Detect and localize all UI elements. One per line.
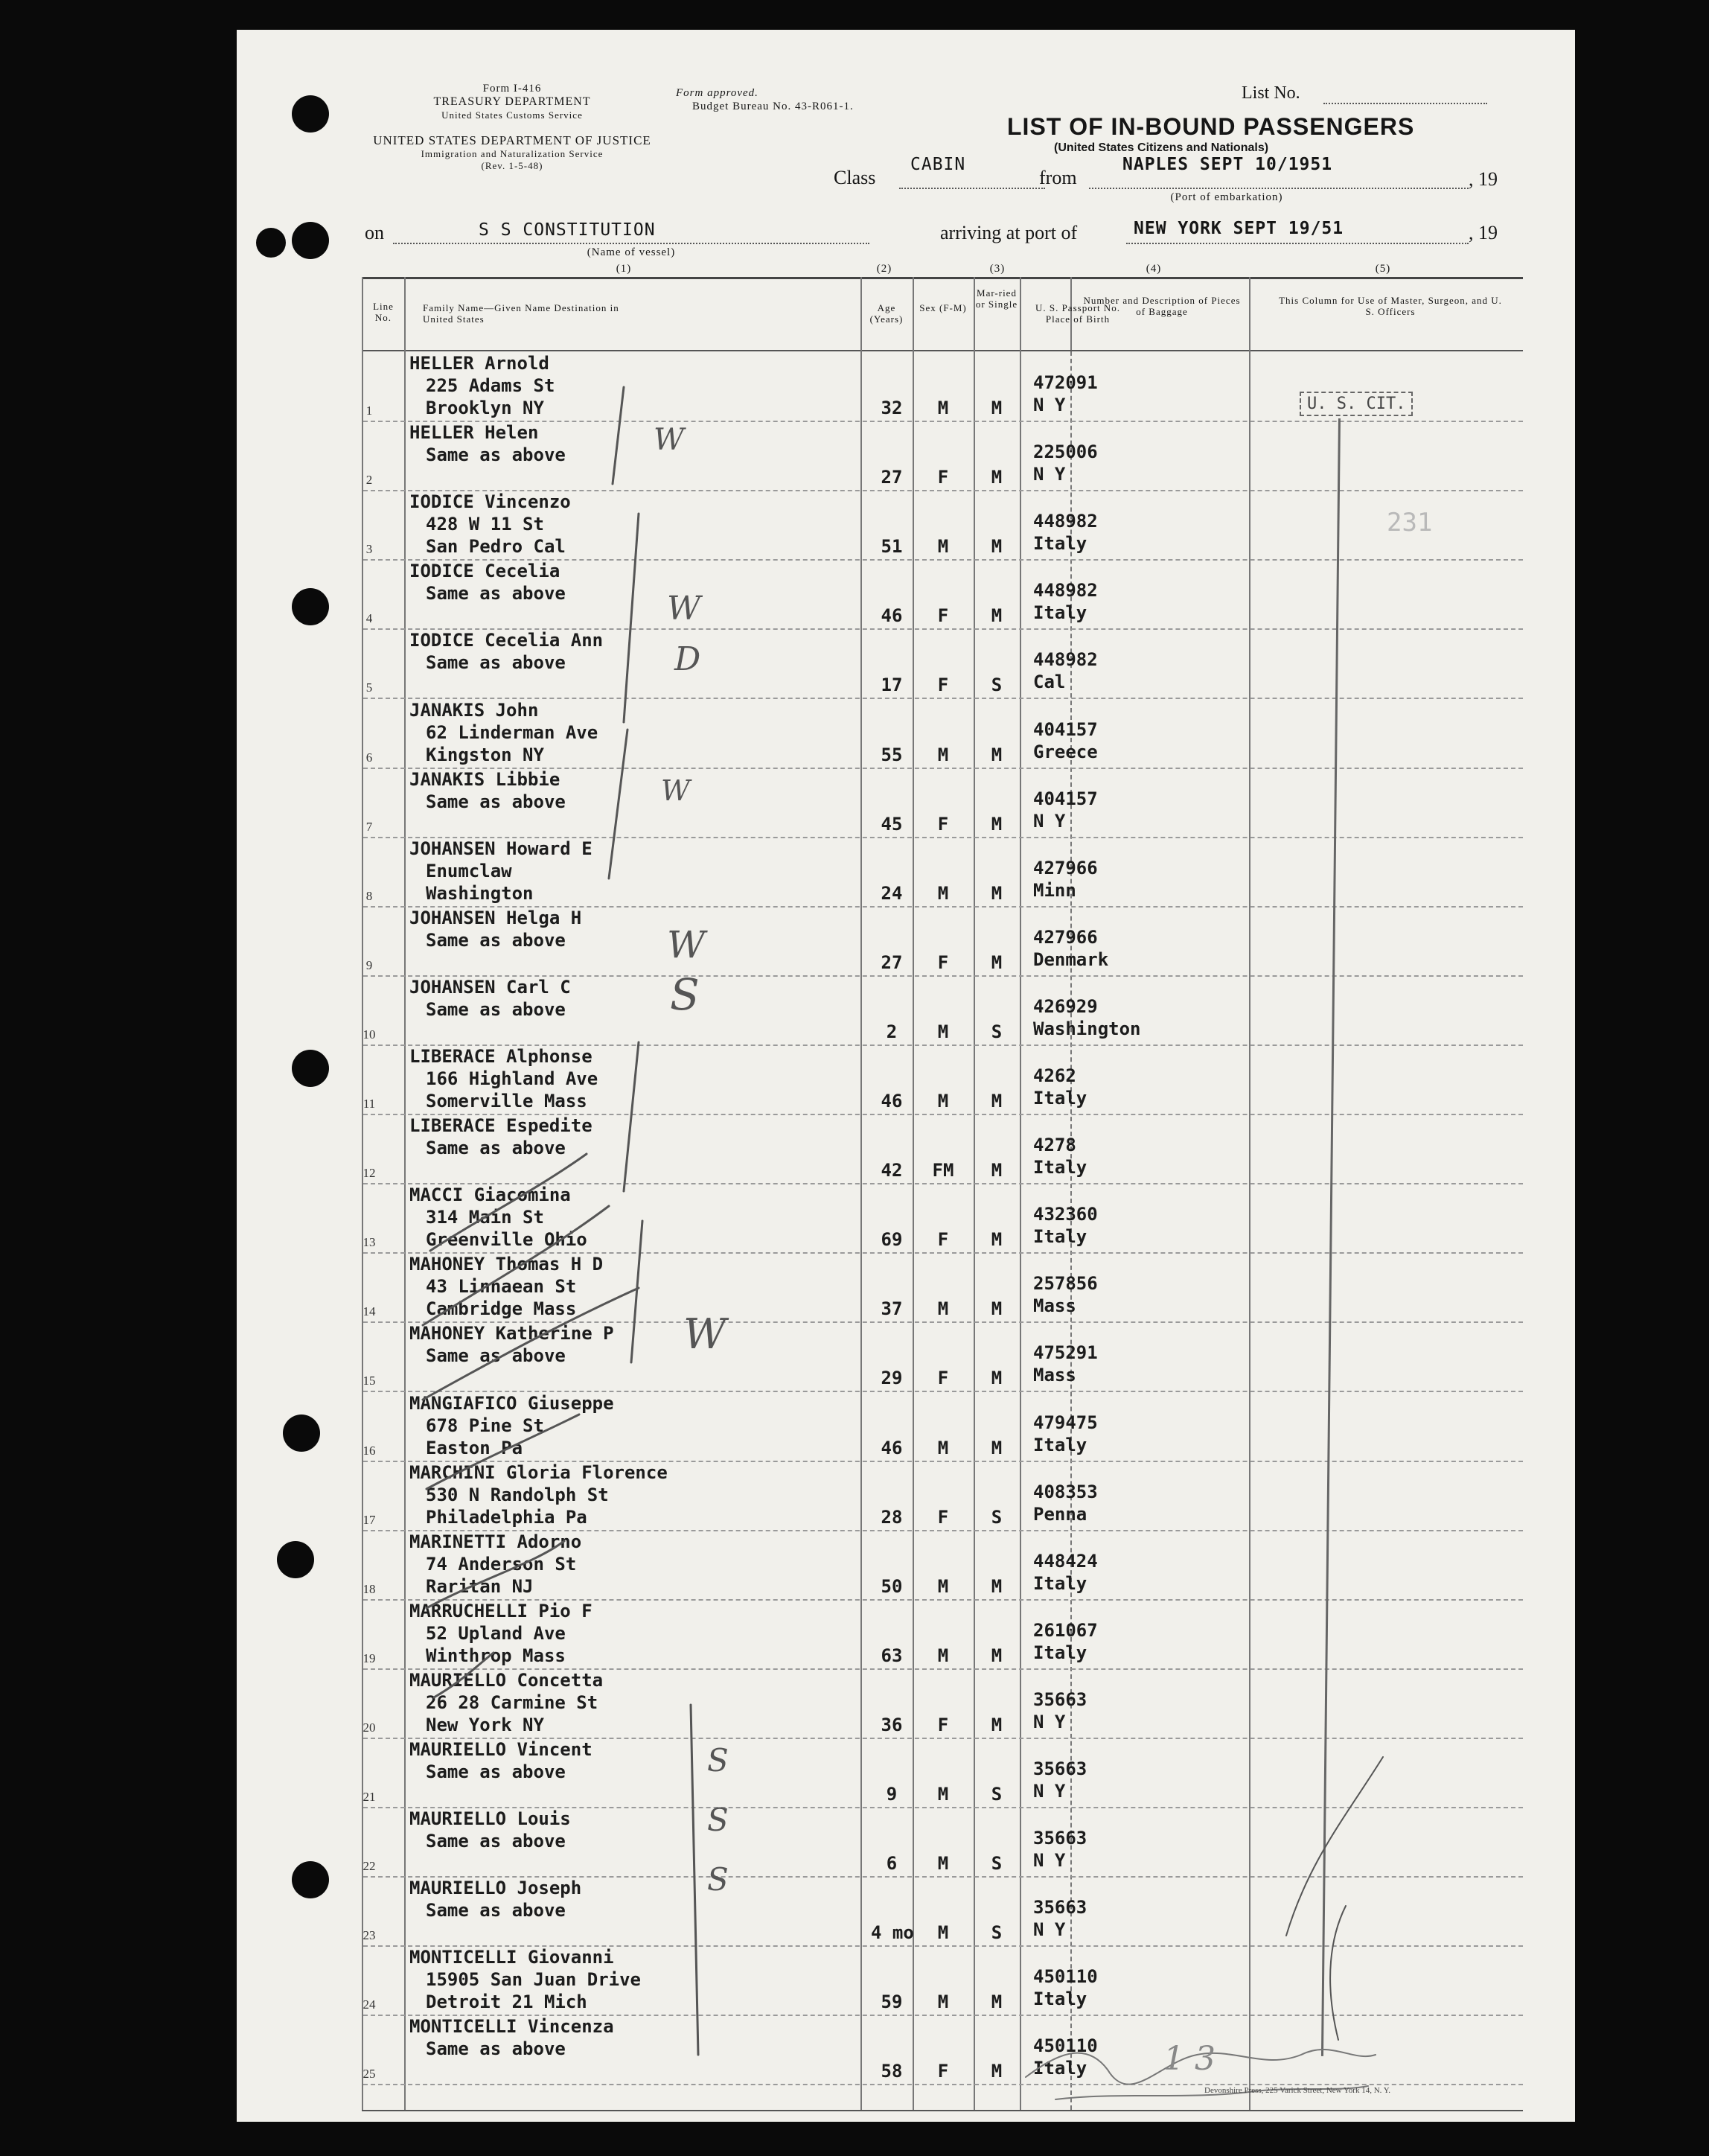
header-line-no: Line No. (373, 301, 394, 323)
passport-number: 432360 (1033, 1204, 1098, 1225)
place-of-birth: Italy (1033, 602, 1087, 624)
passport-number: 427966 (1033, 857, 1098, 878)
line-number: 11 (362, 1097, 376, 1111)
passenger-name: JOHANSEN Helga H (409, 907, 582, 928)
document-subtitle: (United States Citizens and Nationals) (1054, 141, 1269, 154)
line-number: 18 (362, 1581, 376, 1596)
sex: F (937, 951, 949, 973)
place-of-birth: Italy (1033, 1572, 1087, 1594)
marital-status: M (991, 1298, 1003, 1320)
marital-status: M (991, 398, 1003, 418)
handwritten-w: W (667, 923, 706, 966)
passport-number: 261067 (1033, 1619, 1098, 1641)
passport-number: 404157 (1033, 718, 1098, 740)
passenger-name: JANAKIS John (409, 699, 539, 721)
passenger-name: MAURIELLO Louis (409, 1808, 571, 1830)
line-number: 3 (365, 542, 373, 557)
age: 24 (881, 882, 903, 904)
age: 58 (881, 2061, 903, 2082)
line-number: 9 (365, 957, 373, 972)
list-no-label: List No. (1242, 83, 1300, 103)
passenger-name: HELLER Helen (409, 422, 539, 444)
passport-number: 408353 (1033, 1481, 1098, 1502)
age: 6 (886, 1853, 898, 1875)
marital-status: M (991, 1437, 1003, 1458)
address-line-2: Philadelphia Pa (426, 1506, 587, 1528)
age: 9 (886, 1784, 898, 1805)
address-line-1: Same as above (426, 2038, 566, 2060)
place-of-birth: Denmark (1033, 948, 1109, 970)
passport-number: 426929 (1033, 995, 1098, 1017)
passenger-name: JOHANSEN Howard E (409, 838, 592, 859)
embarkation-note: (Port of embarkation) (1170, 191, 1283, 203)
manifest-page (237, 30, 1575, 2122)
sex: M (937, 1784, 949, 1805)
age: 32 (881, 398, 903, 418)
marital-status: M (991, 744, 1003, 765)
marital-status: M (991, 1229, 1003, 1251)
passenger-name: MANGIAFICO Giuseppe (409, 1392, 614, 1414)
vessel-name: S S CONSTITUTION (479, 220, 656, 240)
line-number: 15 (362, 1374, 376, 1388)
address-line-1: Same as above (426, 791, 566, 812)
address-line-1: 15905 San Juan Drive (426, 1969, 641, 1991)
marital-status: M (991, 2061, 1003, 2082)
passport-number: 427966 (1033, 926, 1098, 948)
passenger-name: MAURIELLO Vincent (409, 1739, 592, 1760)
passenger-name: LIBERACE Alphonse (409, 1046, 592, 1067)
customs-service: United States Customs Service (441, 109, 583, 121)
line-number: 7 (365, 819, 373, 834)
place-of-birth: Italy (1033, 1088, 1087, 1109)
arriving-label: arriving at port of (940, 222, 1078, 243)
line-number: 16 (362, 1443, 376, 1458)
sex: F (937, 605, 949, 627)
binder-hole (292, 1861, 329, 1898)
line-number: 25 (362, 2067, 376, 2082)
address-line-1: 62 Linderman Ave (426, 721, 598, 743)
place-of-birth: Italy (1033, 1226, 1087, 1248)
age: 36 (881, 1714, 903, 1735)
place-of-birth: Italy (1033, 1642, 1087, 1663)
line-number: 1 (365, 404, 373, 418)
on-label: on (365, 222, 384, 243)
marital-status: M (991, 1091, 1003, 1112)
place-of-birth: Italy (1033, 533, 1087, 555)
sex: M (937, 536, 949, 558)
sex: F (937, 2061, 949, 2082)
passenger-name: MAHONEY Thomas H D (409, 1254, 604, 1275)
marital-status: S (991, 1506, 1003, 1528)
address-line-2: San Pedro Cal (426, 536, 566, 558)
passport-number: 448424 (1033, 1550, 1098, 1572)
address-line-2: Brooklyn NY (426, 398, 544, 418)
line-number: 17 (362, 1512, 376, 1527)
age: 2 (886, 1021, 898, 1042)
address-line-1: 225 Adams St (426, 375, 555, 396)
col-num-4: (4) (1146, 263, 1162, 275)
sex: M (937, 398, 949, 418)
address-line-1: Same as above (426, 1761, 566, 1782)
passport-number: 472091 (1033, 372, 1098, 393)
passport-number: 404157 (1033, 788, 1098, 809)
passenger-name: MARINETTI Adorno (409, 1531, 582, 1552)
place-of-birth: Cal (1033, 672, 1066, 693)
binder-hole (292, 588, 329, 625)
handwritten-s: S (707, 1742, 729, 1779)
age: 27 (881, 951, 903, 973)
address-line-1: Same as above (426, 1138, 566, 1159)
line-number: 20 (362, 1720, 376, 1735)
sex: M (937, 1021, 949, 1042)
from-label: from (1039, 167, 1077, 188)
sex: F (937, 1714, 949, 1735)
age: 42 (881, 1160, 903, 1181)
marital-status: M (991, 813, 1003, 835)
arrival-year: , 19 (1469, 222, 1498, 243)
age: 45 (881, 813, 903, 835)
class-label: Class (834, 167, 876, 188)
line-number: 5 (365, 680, 373, 695)
passenger-name: HELLER Arnold (409, 353, 549, 374)
binder-hole (256, 228, 286, 258)
place-of-birth: N Y (1033, 464, 1066, 485)
sex: M (937, 1091, 949, 1112)
line-number: 8 (365, 888, 373, 903)
header-sex: Sex (F-M) (919, 302, 967, 313)
address-line-1: 26 28 Carmine St (426, 1691, 598, 1713)
header-baggage: Number and Description of Pieces of Baggage (1083, 295, 1241, 317)
justice-dept: UNITED STATES DEPARTMENT OF JUSTICE (373, 133, 651, 147)
address-line-1: Same as above (426, 1831, 566, 1852)
address-line-1: 314 Main St (426, 1207, 544, 1228)
address-line-1: 428 W 11 St (426, 514, 544, 535)
faint-number-stamp: 231 (1387, 508, 1433, 538)
header-age: Age (Years) (869, 302, 904, 325)
passenger-name: MARCHINI Gloria Florence (409, 1461, 668, 1483)
passport-number: 35663 (1033, 1897, 1087, 1919)
handwritten-w: W (683, 1310, 726, 1359)
document-title: LIST OF IN-BOUND PASSENGERS (1007, 113, 1415, 140)
place-of-birth: Mass (1033, 1365, 1076, 1386)
address-line-2: Somerville Mass (426, 1091, 587, 1112)
passenger-name: MACCI Giacomina (409, 1184, 571, 1206)
age: 17 (881, 674, 903, 696)
address-line-2: Winthrop Mass (426, 1645, 566, 1666)
line-number: 14 (362, 1304, 376, 1319)
age: 4 mo (871, 1922, 914, 1944)
vessel-note: (Name of vessel) (587, 246, 676, 258)
passenger-name: MAHONEY Katherine P (409, 1323, 614, 1345)
sex: M (937, 882, 949, 904)
line-number: 4 (365, 611, 373, 626)
passport-number: 448982 (1033, 649, 1098, 671)
line-number: 13 (362, 1235, 376, 1250)
age: 27 (881, 467, 903, 488)
marital-status: S (991, 1853, 1003, 1875)
marital-status: S (991, 674, 1003, 696)
line-number: 22 (362, 1859, 376, 1874)
sex: M (937, 1298, 949, 1320)
address-line-1: 52 Upland Ave (426, 1622, 566, 1644)
class-value: CABIN (910, 155, 966, 174)
sex: F (937, 674, 949, 696)
col-num-1: (1) (616, 263, 632, 275)
marital-status: M (991, 536, 1003, 558)
address-line-1: Same as above (426, 998, 566, 1020)
line-number: 2 (365, 473, 373, 488)
address-line-2: Greenville Ohio (426, 1229, 587, 1251)
line-number: 21 (362, 1790, 376, 1804)
handwritten-s: S (707, 1802, 729, 1838)
age: 46 (881, 1091, 903, 1112)
passenger-name: IODICE Cecelia Ann (409, 630, 604, 651)
col-num-3: (3) (989, 263, 1006, 275)
place-of-birth: Penna (1033, 1503, 1087, 1525)
passport-number: 225006 (1033, 441, 1098, 463)
passport-number: 450110 (1033, 1966, 1098, 1988)
passenger-name: MAURIELLO Joseph (409, 1878, 582, 1899)
place-of-birth: Greece (1033, 741, 1098, 762)
marital-status: M (991, 1991, 1003, 2013)
address-line-1: 74 Anderson St (426, 1553, 577, 1575)
line-number: 6 (365, 750, 373, 765)
age: 37 (881, 1298, 903, 1320)
address-line-1: Same as above (426, 1345, 566, 1367)
passport-number: 479475 (1033, 1412, 1098, 1433)
sex: M (937, 1853, 949, 1875)
pencil-marks (237, 30, 1575, 2122)
sex: M (937, 1645, 949, 1666)
sex: M (937, 1575, 949, 1597)
passport-number: 475291 (1033, 1342, 1098, 1364)
header-name: Family Name—Given Name Destination in United States (423, 302, 619, 325)
place-of-birth: Washington (1033, 1018, 1141, 1039)
marital-status: M (991, 1368, 1003, 1389)
age: 59 (881, 1991, 903, 2013)
passenger-name: MAURIELLO Concetta (409, 1669, 604, 1691)
place-of-birth: Italy (1033, 1434, 1087, 1455)
address-line-1: Same as above (426, 583, 566, 605)
ins-service: Immigration and Naturalization Service (421, 148, 604, 159)
passport-number: 448982 (1033, 511, 1098, 532)
address-line-2: Washington (426, 882, 534, 904)
binder-hole (292, 95, 329, 133)
handwritten-d: D (674, 640, 701, 678)
address-line-1: 166 Highland Ave (426, 1068, 598, 1089)
marital-status: M (991, 1160, 1003, 1181)
marital-status: M (991, 1575, 1003, 1597)
handwritten-number: 1 3 (1163, 2040, 1216, 2078)
age: 29 (881, 1368, 903, 1389)
age: 46 (881, 1437, 903, 1458)
address-line-1: 530 N Randolph St (426, 1484, 609, 1505)
passport-number: 4278 (1033, 1135, 1076, 1156)
place-of-birth: N Y (1033, 1850, 1066, 1872)
passenger-name: MONTICELLI Giovanni (409, 1947, 614, 1968)
address-line-1: Same as above (426, 929, 566, 951)
revision: (Rev. 1-5-48) (481, 160, 543, 171)
age: 69 (881, 1229, 903, 1251)
address-line-2: New York NY (426, 1714, 544, 1735)
marital-status: M (991, 605, 1003, 627)
sex: FM (932, 1160, 954, 1181)
marital-status: S (991, 1021, 1003, 1042)
place-of-birth: N Y (1033, 810, 1066, 832)
marital-status: M (991, 951, 1003, 973)
header-passport: U. S. Passport No. Place of Birth (1035, 302, 1121, 325)
address-line-1: 43 Linnaean St (426, 1276, 577, 1298)
citizen-stamp: U. S. CIT. (1300, 392, 1413, 416)
address-line-2: Detroit 21 Mich (426, 1991, 587, 2013)
place-of-birth: Italy (1033, 2058, 1087, 2079)
place-of-birth: N Y (1033, 395, 1066, 415)
age: 55 (881, 744, 903, 765)
passport-number: 448982 (1033, 580, 1098, 602)
sex: F (937, 1368, 949, 1389)
treasury-dept: TREASURY DEPARTMENT (433, 95, 591, 108)
line-number: 19 (362, 1651, 376, 1665)
address-line-2: Cambridge Mass (426, 1298, 577, 1320)
passport-number: 257856 (1033, 1273, 1098, 1295)
place-of-birth: Mass (1033, 1295, 1076, 1317)
from-year: , 19 (1469, 168, 1498, 190)
budget-bureau: Budget Bureau No. 43-R061-1. (692, 101, 854, 112)
form-number: Form I-416 (482, 83, 542, 95)
age: 51 (881, 536, 903, 558)
handwritten-w: W (661, 774, 691, 807)
col-num-5: (5) (1375, 263, 1391, 275)
address-line-1: Same as above (426, 652, 566, 674)
printer-credit: Devonshire Press, 225 Varick Street, New York 14, N. Y. (1204, 2086, 1391, 2095)
place-of-birth: Minn (1033, 879, 1076, 901)
line-number: 24 (362, 1997, 376, 2012)
passenger-name: JANAKIS Libbie (409, 768, 560, 790)
address-line-1: Enumclaw (426, 860, 512, 881)
sex: M (937, 1437, 949, 1458)
passenger-name: JOHANSEN Carl C (409, 976, 571, 998)
place-of-birth: N Y (1033, 1781, 1066, 1802)
place-of-birth: N Y (1033, 1919, 1066, 1941)
handwritten-s: S (707, 1861, 729, 1898)
marital-status: M (991, 467, 1003, 488)
place-of-birth: Italy (1033, 1157, 1087, 1179)
address-line-2: Easton Pa (426, 1437, 523, 1458)
line-number: 10 (362, 1027, 376, 1042)
sex: M (937, 1922, 949, 1944)
address-line-1: Same as above (426, 1900, 566, 1921)
passport-number: 35663 (1033, 1758, 1087, 1779)
col-num-2: (2) (876, 263, 892, 275)
place-of-birth: Italy (1033, 1988, 1087, 2010)
binder-hole (277, 1541, 314, 1578)
marital-status: S (991, 1922, 1003, 1944)
passport-number: 35663 (1033, 1828, 1087, 1849)
handwritten-s: S (670, 969, 700, 1020)
sex: F (937, 1229, 949, 1251)
address-line-2: Raritan NJ (426, 1575, 534, 1597)
sex: F (937, 1506, 949, 1528)
marital-status: M (991, 1714, 1003, 1735)
passport-number: 450110 (1033, 2035, 1098, 2057)
sex: M (937, 744, 949, 765)
handwritten-w: W (654, 423, 685, 457)
header-officers: This Column for Use of Master, Surgeon, and U. S. Officers (1279, 295, 1502, 317)
address-line-1: Same as above (426, 444, 566, 466)
line-number: 12 (362, 1166, 376, 1181)
passenger-name: MARRUCHELLI Pio F (409, 1600, 592, 1621)
passenger-name: LIBERACE Espedite (409, 1115, 592, 1137)
passenger-name: IODICE Cecelia (409, 561, 560, 582)
line-number: 23 (362, 1928, 376, 1943)
age: 46 (881, 605, 903, 627)
binder-hole (292, 222, 329, 259)
place-of-birth: N Y (1033, 1711, 1066, 1732)
address-line-1: 678 Pine St (426, 1415, 544, 1436)
marital-status: S (991, 1784, 1003, 1805)
sex: F (937, 813, 949, 835)
arrival-value: NEW YORK SEPT 19/51 (1134, 219, 1344, 238)
handwritten-w: W (667, 590, 701, 628)
age: 50 (881, 1575, 903, 1597)
sex: M (937, 1991, 949, 2013)
age: 28 (881, 1506, 903, 1528)
passenger-name: MONTICELLI Vincenza (409, 2016, 614, 2038)
from-value: NAPLES SEPT 10/1951 (1122, 155, 1333, 174)
passport-number: 35663 (1033, 1688, 1087, 1710)
marital-status: M (991, 1645, 1003, 1666)
binder-hole (283, 1415, 320, 1452)
binder-hole (292, 1050, 329, 1087)
marital-status: M (991, 882, 1003, 904)
header-married: Mar-ried or Single (975, 287, 1018, 310)
address-line-2: Kingston NY (426, 744, 544, 765)
form-approved: Form approved. (676, 87, 758, 99)
passenger-name: IODICE Vincenzo (409, 491, 571, 513)
age: 63 (881, 1645, 903, 1666)
sex: F (937, 467, 949, 488)
passport-number: 4262 (1033, 1065, 1076, 1086)
